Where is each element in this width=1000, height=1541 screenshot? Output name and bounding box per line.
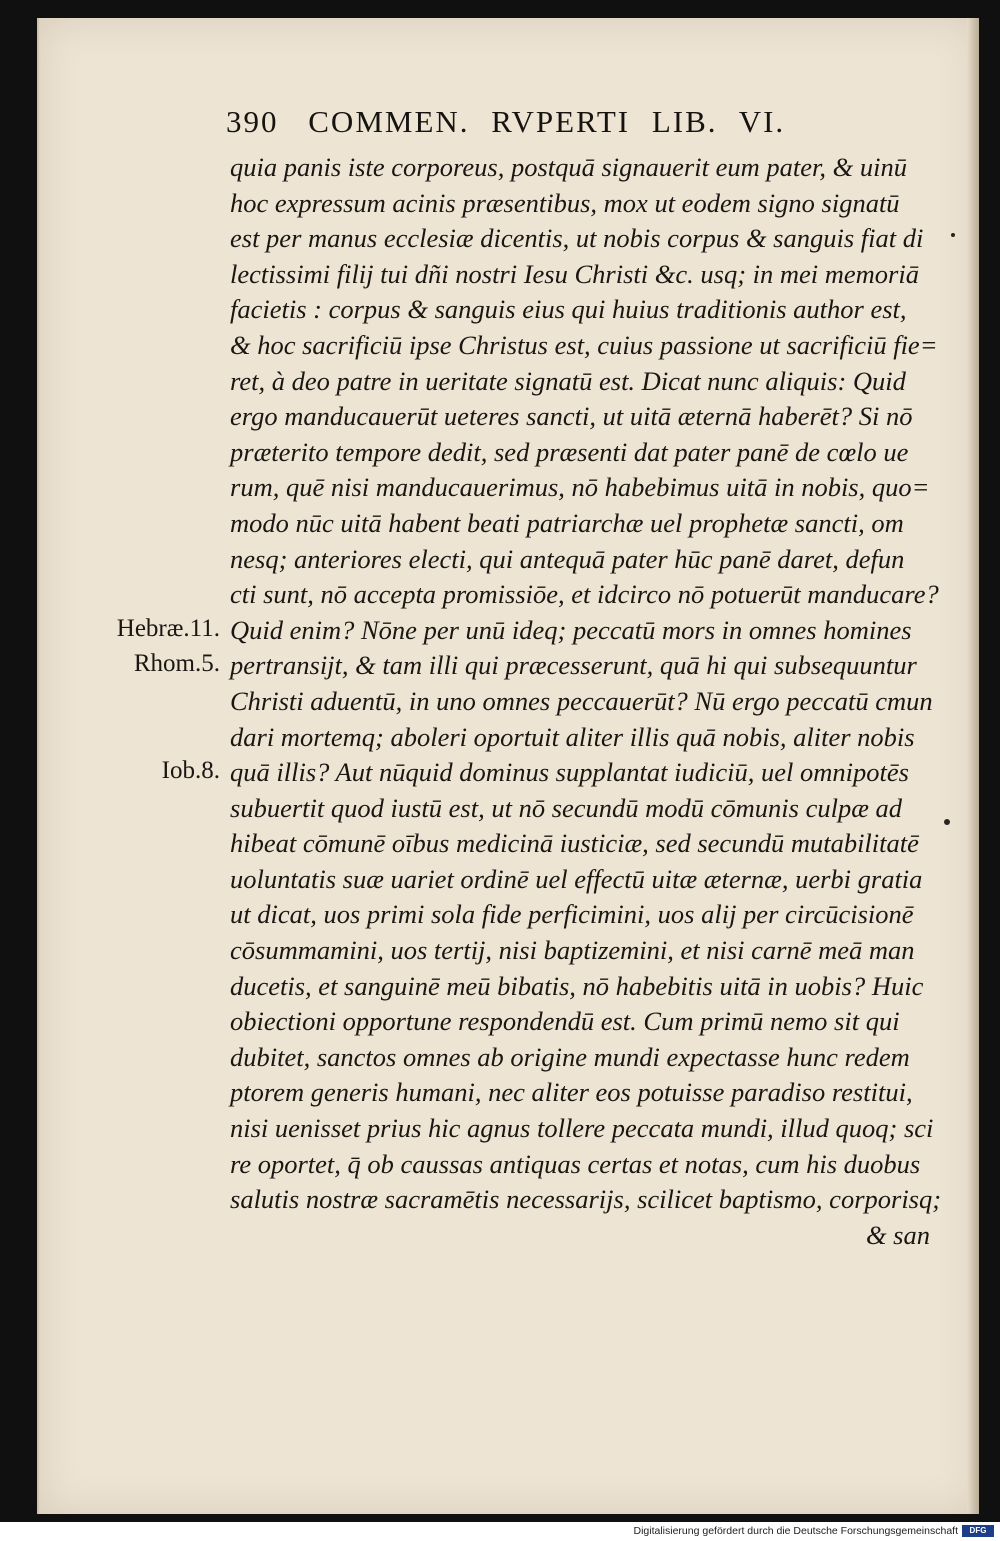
text-line: Quid enim? Nōne per unū ideq; peccatū mors in omnes homines — [230, 614, 912, 645]
text-line: ptorem generis humani, nec aliter eos potuisse paradiso restitui, — [230, 1077, 913, 1108]
catchword: & san — [865, 1219, 930, 1250]
text-line: modo nūc uitā habent beati patriarchæ uel prophetæ sancti, om — [230, 507, 904, 538]
text-line: hoc expressum acinis præsentibus, mox ut eodem signo signatū — [230, 187, 900, 218]
body-text — [230, 150, 942, 1253]
text-line: nisi uenisset prius hic agnus tollere peccata mundi, illud quoq; sci — [230, 1113, 934, 1144]
dfg-logo: DFG — [962, 1525, 994, 1537]
digitization-footer — [0, 1522, 1000, 1541]
text-line: facietis : corpus & sanguis eius qui huius traditionis author est, — [230, 294, 907, 325]
text-line: ut dicat, uos primi sola fide perficimini, uos alij per circūcisionē — [230, 899, 914, 930]
running-title: COMMEN. RVPERTI LIB. VI. — [308, 104, 786, 139]
text-line: pertransijt, & tam illi qui præcesserunt, quā hi qui subsequuntur — [230, 650, 917, 681]
text-line: re oportet, q̄ ob caussas antiquas certas et notas, cum his duobus — [230, 1148, 921, 1179]
text-line: cti sunt, nō accepta promissiōe, et idcirco nō potuerūt manducare? — [230, 579, 939, 610]
ink-speck — [944, 819, 950, 825]
text-line: lectissimi filij tui dñi nostri Iesu Christi &c. usq; in mei memoriā — [230, 258, 919, 289]
text-line: ducetis, et sanguinē meū bibatis, nō habebitis uitā in uobis? Huic — [230, 970, 924, 1001]
text-line: quia panis iste corporeus, postquā signauerit eum pater, & uinū — [230, 152, 907, 182]
running-header — [226, 104, 886, 140]
text-line: rum, quē nisi manducauerimus, nō habebimus uitā in nobis, quo= — [230, 472, 930, 503]
text-line: est per manus ecclesiæ dicentis, ut nobis corpus & sanguis fiat di — [230, 223, 924, 254]
text-line: dubitet, sanctos omnes ab origine mundi expectasse hunc redem — [230, 1041, 910, 1072]
margin-note: Iob.8. — [161, 757, 220, 785]
text-line: obiectioni opportune respondendū est. Cum primū nemo sit qui — [230, 1006, 900, 1037]
text-line: subuertit quod iustū est, ut nō secundū modū cōmunis culpæ ad — [230, 792, 903, 823]
margin-note: Rhom.5. — [133, 650, 220, 678]
footer-credit: Digitalisierung gefördert durch die Deutsche Forschungsgemeinschaft — [633, 1525, 958, 1537]
text-line: ret, à deo patre in ueritate signatū est. Dicat nunc aliquis: Quid — [230, 365, 906, 396]
text-line: nesq; anteriores electi, qui antequā pater hūc panē daret, defun — [230, 543, 905, 574]
text-line: & hoc sacrificiū ipse Christus est, cuius passione ut sacrificiū fie= — [230, 329, 938, 360]
text-line: dari mortemq; aboleri oportuit aliter illis quā nobis, aliter nobis — [230, 721, 915, 752]
page-number: 390 — [226, 104, 279, 139]
text-line: quā illis? Aut nūquid dominus supplantat iudiciū, uel omnipotēs — [230, 757, 909, 788]
text-line: hibeat cōmunē oībus medicinā iusticiæ, sed secundū mutabilitatē — [230, 828, 919, 859]
text-line: cōsummamini, uos tertij, nisi baptizemini, et nisi carnē meā man — [230, 935, 915, 966]
text-line: uoluntatis suæ uariet ordinē uel effectū uitæ æternæ, uerbi gratia — [230, 863, 923, 894]
text-line: salutis nostræ sacramētis necessarijs, scilicet baptismo, corporisq; — [230, 1184, 942, 1215]
ink-speck — [951, 233, 955, 237]
page-edge — [967, 18, 979, 1514]
text-line: Christi aduentū, in uno omnes peccauerūt? Nū ergo peccatū cmun — [230, 685, 933, 716]
margin-note: Hebræ.11. — [116, 614, 220, 642]
text-line: præterito tempore dedit, sed præsenti dat pater panē de cœlo ue — [230, 436, 909, 467]
text-line: ergo manducauerūt ueteres sancti, ut uitā æternā haberēt? Si nō — [230, 401, 913, 432]
